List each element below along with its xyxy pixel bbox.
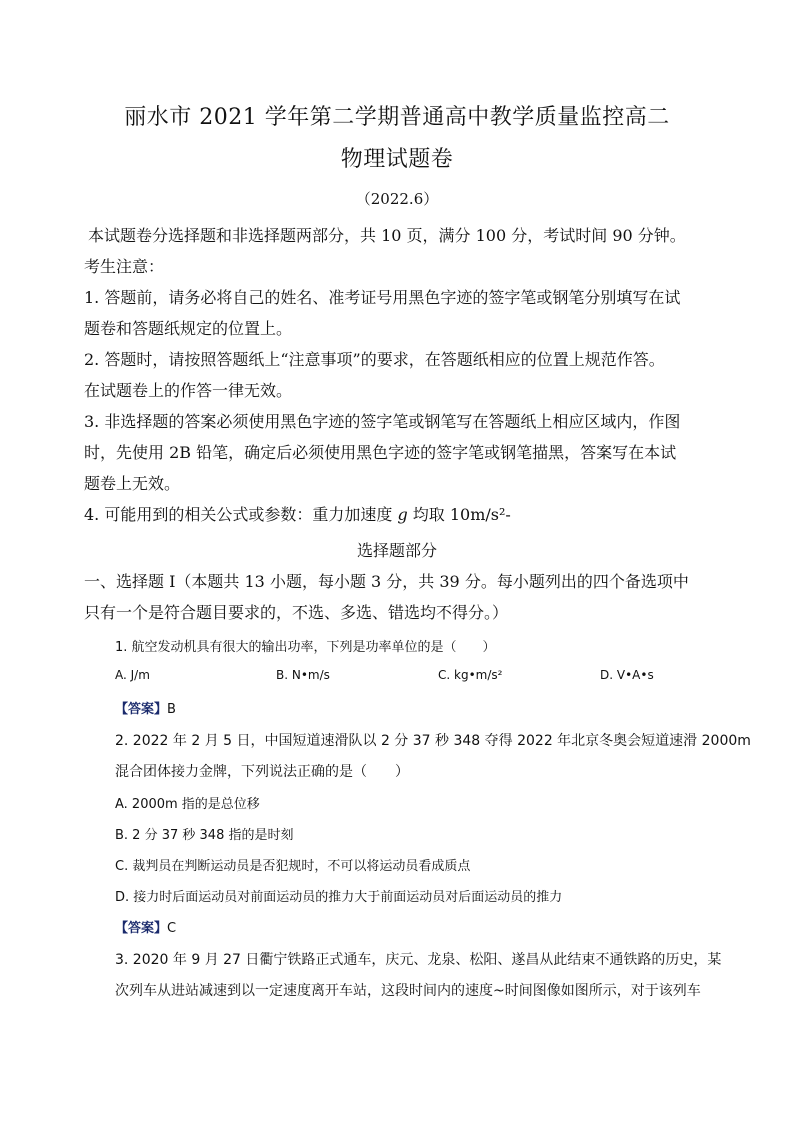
q1-option-c: C. kg•m/s² bbox=[438, 668, 503, 682]
notice-1b: 题卷和答题纸规定的位置上。 bbox=[84, 319, 293, 338]
q1-answer-value: B bbox=[167, 702, 176, 717]
intro-line: 本试题卷分选择题和非选择题两部分，共 10 页，满分 100 分，考试时间 90 分钟。 bbox=[88, 226, 686, 245]
q2-option-c: C. 裁判员在判断运动员是否犯规时，不可以将运动员看成质点 bbox=[115, 859, 471, 874]
q3-stem-1: 3. 2020 年 9 月 27 日衢宁铁路正式通车，庆元、龙泉、松阳、遂昌从此结束不通铁路的历史，某 bbox=[115, 952, 722, 968]
notice-1a: 1. 答题前，请务必将自己的姓名、准考证号用黑色字迹的签字笔或钢笔分别填写在试 bbox=[84, 288, 681, 307]
notice-3a: 3. 非选择题的答案必须使用黑色字迹的签字笔或钢笔写在答题纸上相应区域内，作图 bbox=[84, 412, 681, 431]
q2-option-a: A. 2000m 指的是总位移 bbox=[115, 797, 260, 812]
notice-3b: 时，先使用 2B 铅笔，确定后必须使用黑色字迹的签字笔或钢笔描黑，答案写在本试 bbox=[84, 443, 677, 462]
notice-3c: 题卷上无效。 bbox=[84, 474, 181, 493]
section-heading-1: 一、选择题 I（本题共 13 小题，每小题 3 分，共 39 分。每小题列出的四个备选项中 bbox=[84, 572, 689, 591]
notice-4 bbox=[84, 499, 704, 530]
q2-answer bbox=[115, 917, 176, 936]
q1-option-b: B. N•m/s bbox=[276, 668, 330, 682]
q2-option-b: B. 2 分 37 秒 348 指的是时刻 bbox=[115, 828, 294, 843]
q2-option-d: D. 接力时后面运动员对前面运动员的推力大于前面运动员对后面运动员的推力 bbox=[115, 890, 563, 905]
answer-tag: 【答案】 bbox=[115, 702, 168, 717]
section-heading-2: 只有一个是符合题目要求的，不选、多选、错选均不得分。） bbox=[84, 603, 509, 622]
exam-title: 丽水市 2021 学年第二学期普通高中教学质量监控高二 bbox=[124, 105, 670, 130]
answer-tag: 【答案】 bbox=[115, 921, 168, 936]
q1-option-d: D. V•A•s bbox=[600, 668, 654, 682]
q1-option-a: A. J/m bbox=[115, 668, 150, 682]
notice-2a: 2. 答题时，请按照答题纸上“注意事项”的要求，在答题纸相应的位置上规范作答。 bbox=[84, 350, 665, 369]
section-title: 选择题部分 bbox=[356, 541, 437, 560]
notice-heading: 考生注意： bbox=[84, 257, 165, 276]
exam-subtitle: 物理试题卷 bbox=[340, 147, 454, 172]
q2-stem-2: 混合团体接力金牌，下列说法正确的是（ ） bbox=[115, 764, 409, 780]
q1-answer bbox=[115, 698, 176, 717]
q2-answer-value: C bbox=[167, 921, 177, 936]
q1-stem: 1. 航空发动机具有很大的输出功率，下列是功率单位的是（ ） bbox=[115, 640, 496, 655]
exam-date: （2022.6） bbox=[355, 190, 439, 208]
q3-stem-2: 次列车从进站减速到以一定速度离开车站，这段时间内的速度~时间图像如图所示，对于该列车 bbox=[115, 983, 701, 999]
notice-2b: 在试题卷上的作答一律无效。 bbox=[84, 381, 293, 400]
notice-4-suffix: 均取 10m/s²- bbox=[407, 505, 511, 524]
notice-4-prefix: 4. 可能用到的相关公式或参数：重力加速度 bbox=[84, 505, 398, 524]
gravity-symbol: g bbox=[397, 505, 408, 524]
q2-stem-1: 2. 2022 年 2 月 5 日，中国短道速滑队以 2 分 37 秒 348 夺得 2022 年北京冬奥会短道速滑 2000m bbox=[115, 733, 751, 749]
